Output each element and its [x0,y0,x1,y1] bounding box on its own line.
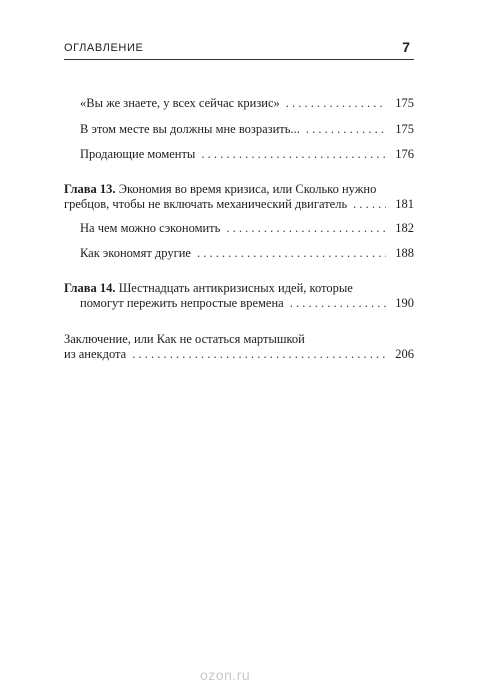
toc-entry-page: 176 [395,147,414,161]
chapter-13-label: Глава 13. [64,182,116,196]
toc-entry [80,246,414,264]
dot-leader [306,122,386,137]
chapter-14-label: Глава 14. [64,281,116,295]
conclusion-entry [64,347,414,365]
dot-leader [201,147,386,162]
toc-entry-title: «Вы же знаете, у всех сейчас кризис» [80,96,280,110]
toc-entry-page: 175 [395,96,414,110]
chapter-13-title-line1: Экономия во время кризиса, или Сколько нужно [118,182,377,196]
toc-entry-page: 175 [395,122,414,136]
dot-leader [132,347,386,362]
chapter-13-entry [64,197,414,215]
toc-entry-page: 182 [395,221,414,235]
chapter-14-title-line1: Шестнадцать антикризисных идей, которые [118,281,353,295]
toc-entry-page: 188 [395,246,414,260]
toc-entry-page: 181 [395,197,414,211]
toc-entry [80,221,414,239]
dot-leader [197,246,386,261]
dot-leader [353,197,386,212]
toc-entry [80,122,414,140]
toc-entry-title: На чем можно сэкономить [80,221,221,235]
header-page-number: 7 [402,39,410,55]
chapter-14-title-line2: помогут пережить непростые времена [80,296,284,310]
toc-entry-title: Продающие моменты [80,147,196,161]
toc-entry-title: В этом месте вы должны мне возразить... [80,122,300,136]
toc-entry-page: 190 [395,296,414,310]
header-rule [64,59,414,60]
chapter-13-title-line2: гребцов, чтобы не включать механический двигатель [64,197,348,211]
dot-leader [290,296,386,311]
toc-entry-title: Как экономят другие [80,246,191,260]
toc-entry [80,147,414,165]
conclusion-title-line1: Заключение, или Как не остаться мартышкой [64,332,305,346]
dot-leader [286,96,386,111]
watermark-text: ozon.ru [200,667,251,683]
chapter-14-entry [80,296,414,314]
header-title: ОГЛАВЛЕНИЕ [64,42,144,54]
toc-entry [80,96,414,114]
toc-entry-page: 206 [395,347,414,361]
conclusion-title-line2: из анекдота [64,347,127,361]
dot-leader [226,221,386,236]
